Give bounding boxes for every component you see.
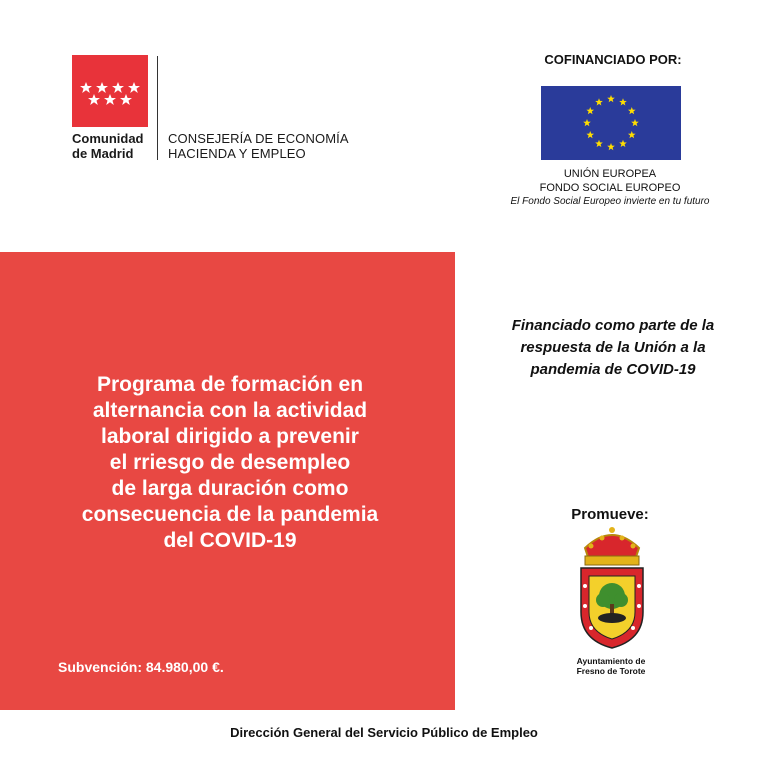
program-line: del COVID-19	[163, 529, 297, 552]
subsidy-amount: Subvención: 84.980,00 €.	[58, 659, 224, 675]
footer-text: Dirección General del Servicio Público de Empleo	[230, 725, 538, 740]
program-line: el rriesgo de desempleo	[109, 451, 351, 474]
department-line-2: HACIENDA Y EMPLEO	[168, 146, 306, 161]
program-line: alternancia con la actividad	[92, 399, 368, 422]
town-hall-line-2: Fresno de Torote	[576, 666, 646, 676]
eu-star-icon	[586, 107, 594, 114]
funding-line-1: Financiado como parte de la	[511, 317, 715, 334]
comunidad-madrid-name	[72, 131, 152, 161]
eu-line-2: FONDO SOCIAL EUROPEO	[539, 182, 681, 194]
eu-star-icon	[628, 107, 636, 114]
eu-star-icon	[595, 98, 603, 105]
funding-line-2: respuesta de la Unión a la	[520, 339, 706, 356]
department-line-1: CONSEJERÍA DE ECONOMÍA	[168, 131, 349, 146]
department-name	[168, 131, 349, 161]
program-line: consecuencia de la pandemia	[81, 503, 379, 526]
program-line: de larga duración como	[111, 477, 349, 500]
funding-note	[478, 315, 748, 381]
eu-star-icon	[631, 119, 639, 126]
eu-line-1: UNIÓN EUROPEA	[563, 168, 657, 180]
eu-star-icon	[628, 131, 636, 138]
funding-line-3: pandemia de COVID-19	[530, 361, 696, 378]
eu-flag-icon	[541, 86, 681, 160]
eu-star-icon	[583, 119, 591, 126]
eu-star-icon	[607, 95, 615, 102]
comunidad-madrid-flag-icon	[72, 55, 148, 127]
program-line: laboral dirigido a prevenir	[101, 425, 359, 448]
coat-of-arms-icon	[575, 526, 649, 650]
program-line: Programa de formación en	[96, 373, 364, 396]
name-line-1: Comunidad	[72, 131, 144, 146]
town-hall-line-1: Ayuntamiento de	[576, 656, 646, 666]
eu-star-icon	[595, 140, 603, 147]
name-line-2: de Madrid	[72, 146, 134, 161]
program-title	[30, 372, 430, 554]
eu-star-icon	[607, 143, 615, 150]
eu-text-block	[480, 167, 740, 209]
eu-star-icon	[619, 140, 627, 147]
logo-divider	[157, 56, 158, 160]
eu-slogan: El Fondo Social Europeo invierte en tu futuro	[510, 196, 710, 207]
eu-star-icon	[586, 131, 594, 138]
eu-star-icon	[619, 98, 627, 105]
town-hall-name	[545, 656, 677, 676]
promoter-heading: Promueve:	[571, 506, 649, 523]
cofinancing-heading: COFINANCIADO POR:	[544, 52, 682, 67]
